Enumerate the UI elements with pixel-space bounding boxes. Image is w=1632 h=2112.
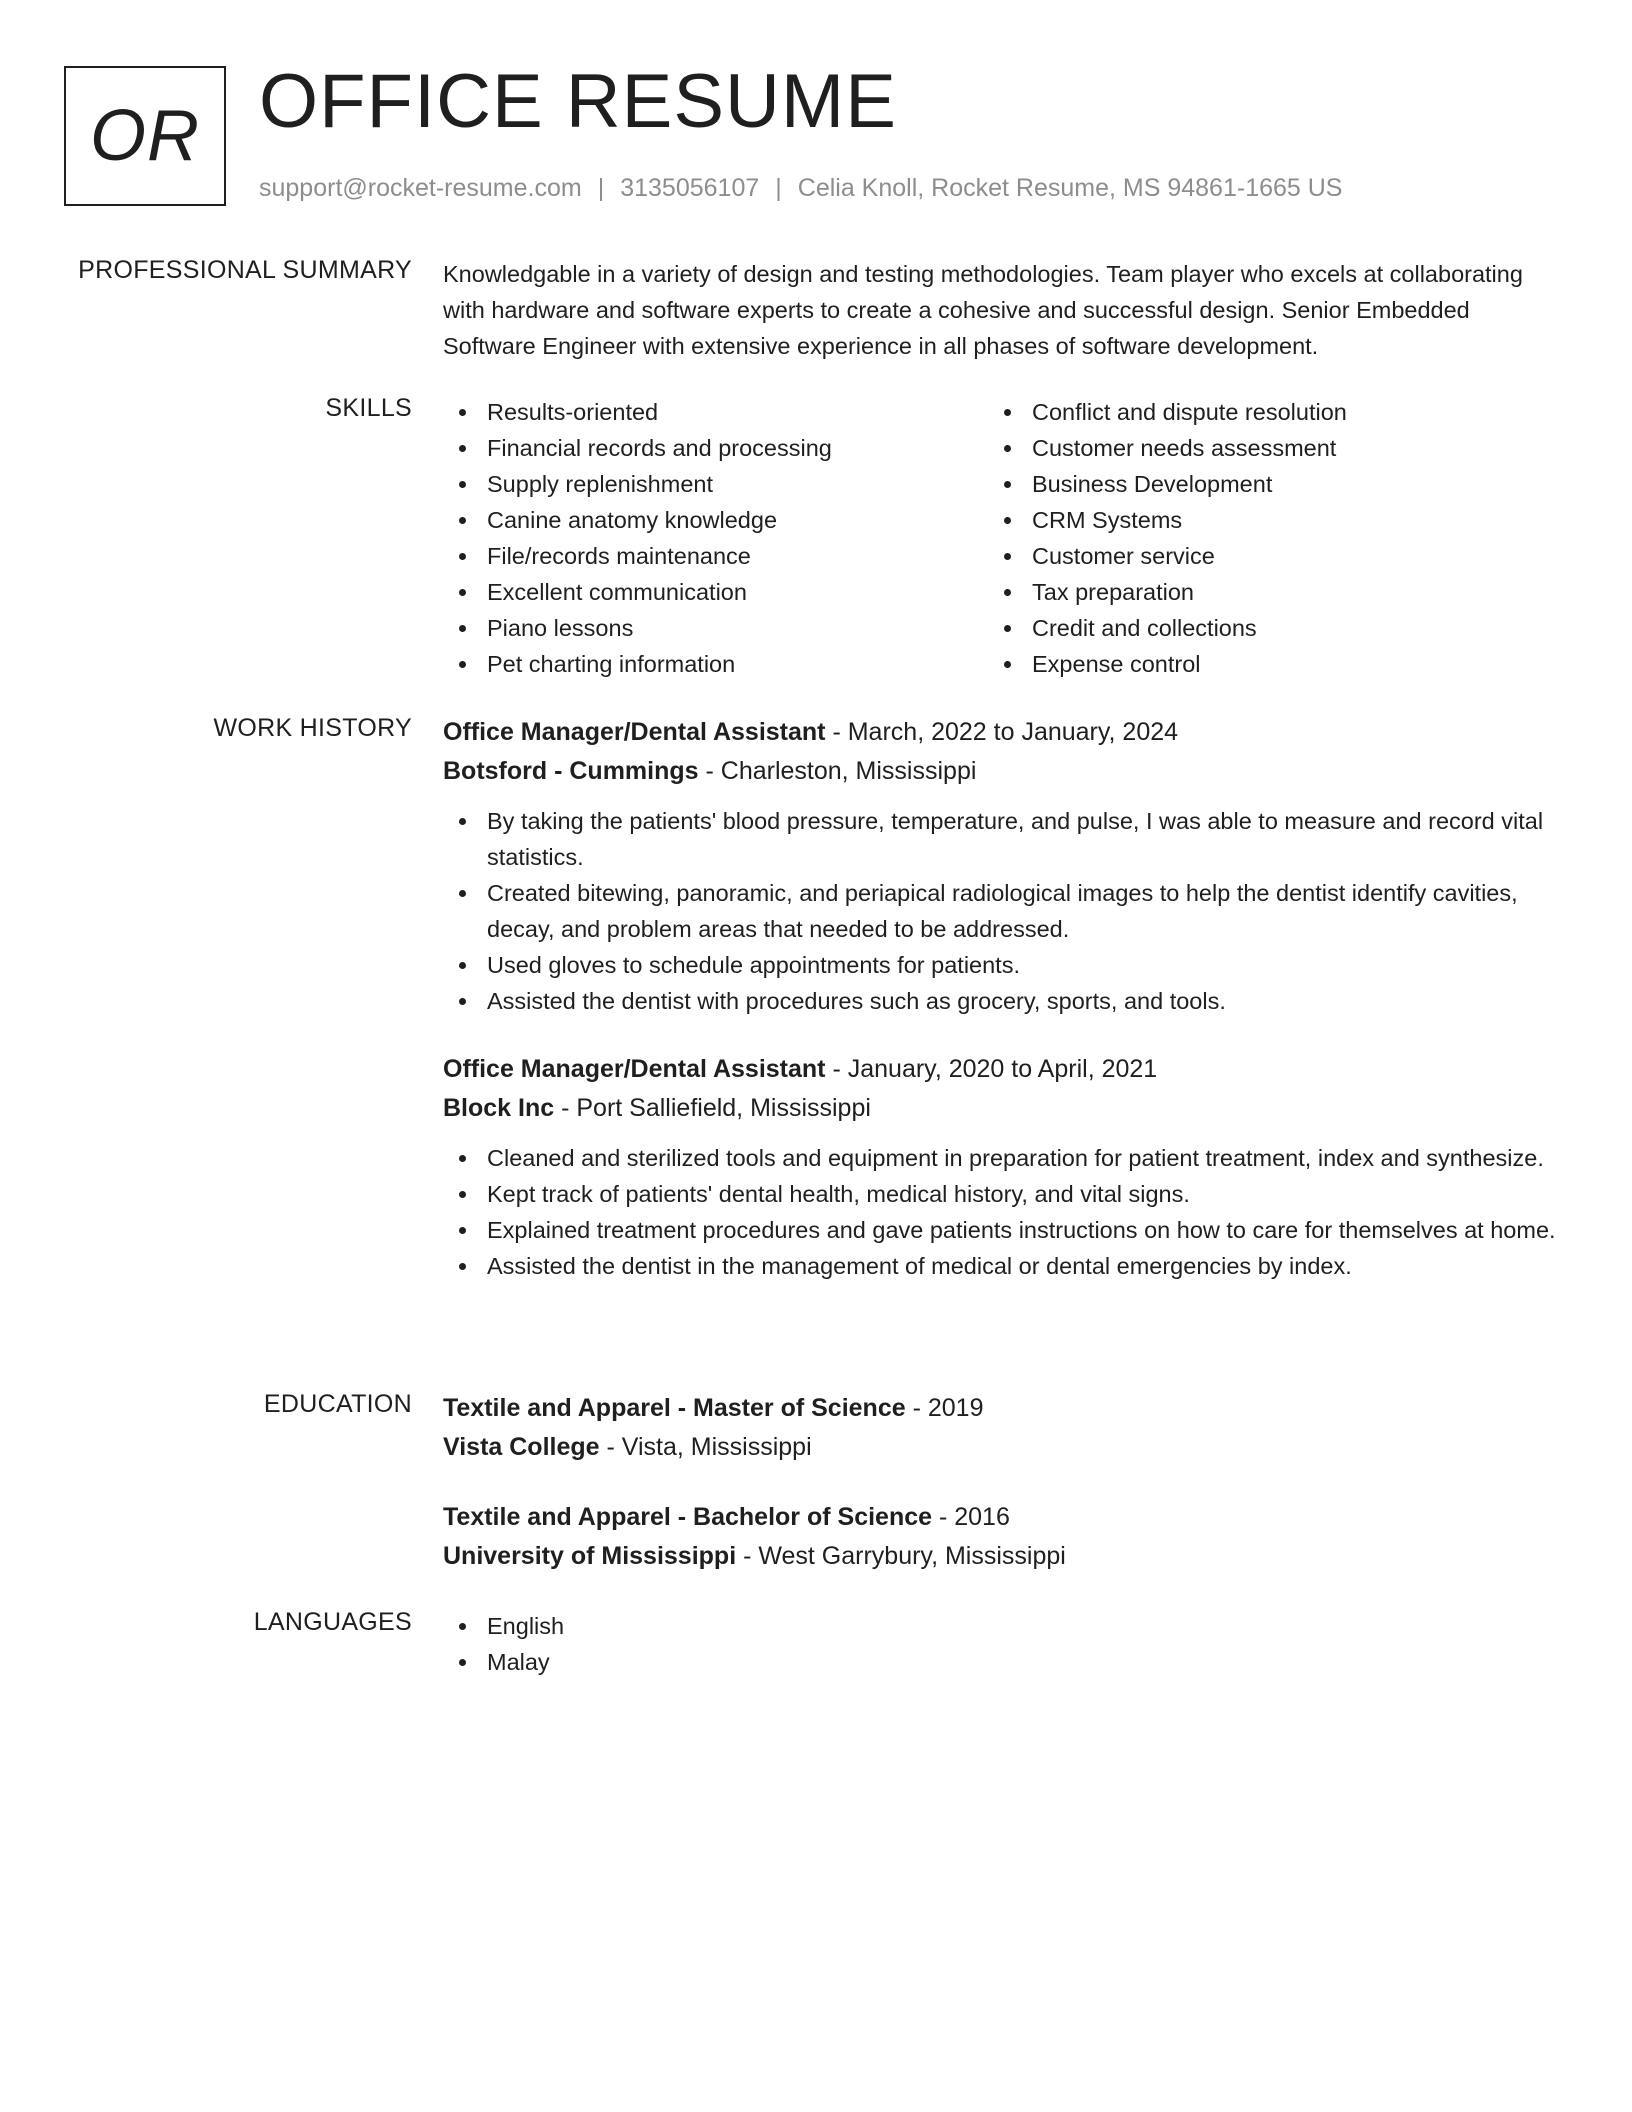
- education-entry: [443, 1498, 1563, 1576]
- job-bullet-list: [443, 1140, 1563, 1284]
- education-degree: Textile and Apparel - Bachelor of Science: [443, 1503, 933, 1531]
- job-bullet: By taking the patients' blood pressure, temperature, and pulse, I was able to measure and record vital statistics.: [443, 803, 1563, 875]
- skill-item: Financial records and processing: [443, 430, 988, 466]
- skills-list-left: [443, 394, 988, 682]
- skill-item: Conflict and dispute resolution: [988, 394, 1533, 430]
- skill-item: Piano lessons: [443, 610, 988, 646]
- job-position: Office Manager/Dental Assistant: [443, 718, 826, 746]
- section-label-languages: LANGUAGES: [253, 1608, 412, 1636]
- section-label-education: EDUCATION: [263, 1390, 412, 1418]
- work-entry: [443, 1050, 1563, 1284]
- work-entry-title: [443, 713, 1563, 752]
- job-dates: - January, 2020 to April, 2021: [825, 1055, 1158, 1083]
- contact-line: [259, 174, 1342, 203]
- skill-item: Expense control: [988, 646, 1533, 682]
- skill-item: CRM Systems: [988, 502, 1533, 538]
- education-degree-line: [443, 1498, 1563, 1537]
- summary-text: Knowledgable in a variety of design and testing methodologies. Team player who excels at collaborating with hardware and software experts to create a cohesive and successful design. Senior Embedded Software Engineer with extensive experience in all phases of software development.: [443, 261, 1523, 359]
- skill-item: Excellent communication: [443, 574, 988, 610]
- language-item: English: [443, 1608, 1563, 1644]
- job-location: - Port Salliefield, Mississippi: [554, 1094, 871, 1122]
- monogram-text: OR: [90, 96, 200, 176]
- job-company: Block Inc: [443, 1094, 555, 1122]
- summary-section: [443, 256, 1563, 364]
- language-item: Malay: [443, 1644, 1563, 1680]
- education-school-line: [443, 1537, 1563, 1576]
- job-bullet-list: [443, 803, 1563, 1019]
- work-entry-company: [443, 752, 1563, 791]
- section-label-skills: SKILLS: [325, 394, 412, 422]
- education-location: - Vista, Mississippi: [599, 1433, 812, 1461]
- skill-item: Results-oriented: [443, 394, 988, 430]
- job-bullet: Assisted the dentist with procedures such as grocery, sports, and tools.: [443, 983, 1563, 1019]
- page-title: OFFICE RESUME: [259, 59, 897, 144]
- education-year: - 2016: [932, 1503, 1010, 1531]
- skill-item: File/records maintenance: [443, 538, 988, 574]
- contact-phone[interactable]: 3135056107: [620, 174, 760, 202]
- job-bullet: Assisted the dentist in the management of medical or dental emergencies by index.: [443, 1248, 1563, 1284]
- job-bullet: Used gloves to schedule appointments for patients.: [443, 947, 1563, 983]
- job-location: - Charleston, Mississippi: [698, 757, 977, 785]
- skill-item: Pet charting information: [443, 646, 988, 682]
- job-company: Botsford - Cummings: [443, 757, 699, 785]
- education-degree: Textile and Apparel - Master of Science: [443, 1394, 906, 1422]
- skills-section: [443, 394, 1563, 682]
- contact-separator: |: [775, 174, 782, 202]
- languages-section: [443, 1608, 1563, 1680]
- work-entry-title: [443, 1050, 1563, 1089]
- contact-address: Celia Knoll, Rocket Resume, MS 94861-1665 US: [797, 174, 1343, 202]
- skills-list-right: [988, 394, 1533, 682]
- skill-item: Supply replenishment: [443, 466, 988, 502]
- education-degree-line: [443, 1389, 1563, 1428]
- languages-list: [443, 1608, 1563, 1680]
- job-bullet: Cleaned and sterilized tools and equipment in preparation for patient treatment, index and synthesize.: [443, 1140, 1563, 1176]
- skill-item: Business Development: [988, 466, 1533, 502]
- work-entry-company: [443, 1089, 1563, 1128]
- job-bullet: Created bitewing, panoramic, and periapical radiological images to help the dentist identify cavities, decay, and problem areas that needed to be addressed.: [443, 875, 1563, 947]
- skill-item: Credit and collections: [988, 610, 1533, 646]
- education-school-line: [443, 1428, 1563, 1467]
- monogram-logo: [64, 66, 226, 206]
- job-bullet: Kept track of patients' dental health, medical history, and vital signs.: [443, 1176, 1563, 1212]
- skill-item: Tax preparation: [988, 574, 1533, 610]
- skill-item: Canine anatomy knowledge: [443, 502, 988, 538]
- job-bullet: Explained treatment procedures and gave patients instructions on how to care for themselves at home.: [443, 1212, 1563, 1248]
- work-entry: [443, 713, 1563, 1019]
- skill-item: Customer service: [988, 538, 1533, 574]
- section-label-work: WORK HISTORY: [213, 714, 412, 742]
- skill-item: Customer needs assessment: [988, 430, 1533, 466]
- contact-email[interactable]: support@rocket-resume.com: [259, 174, 582, 202]
- education-school: University of Mississippi: [443, 1542, 737, 1570]
- education-entry: [443, 1389, 1563, 1467]
- job-dates: - March, 2022 to January, 2024: [825, 718, 1179, 746]
- education-year: - 2019: [905, 1394, 984, 1422]
- education-location: - West Garrybury, Mississippi: [736, 1542, 1066, 1570]
- education-school: Vista College: [443, 1433, 600, 1461]
- contact-separator: |: [597, 174, 605, 202]
- job-position: Office Manager/Dental Assistant: [443, 1055, 826, 1083]
- section-label-summary: PROFESSIONAL SUMMARY: [78, 256, 412, 284]
